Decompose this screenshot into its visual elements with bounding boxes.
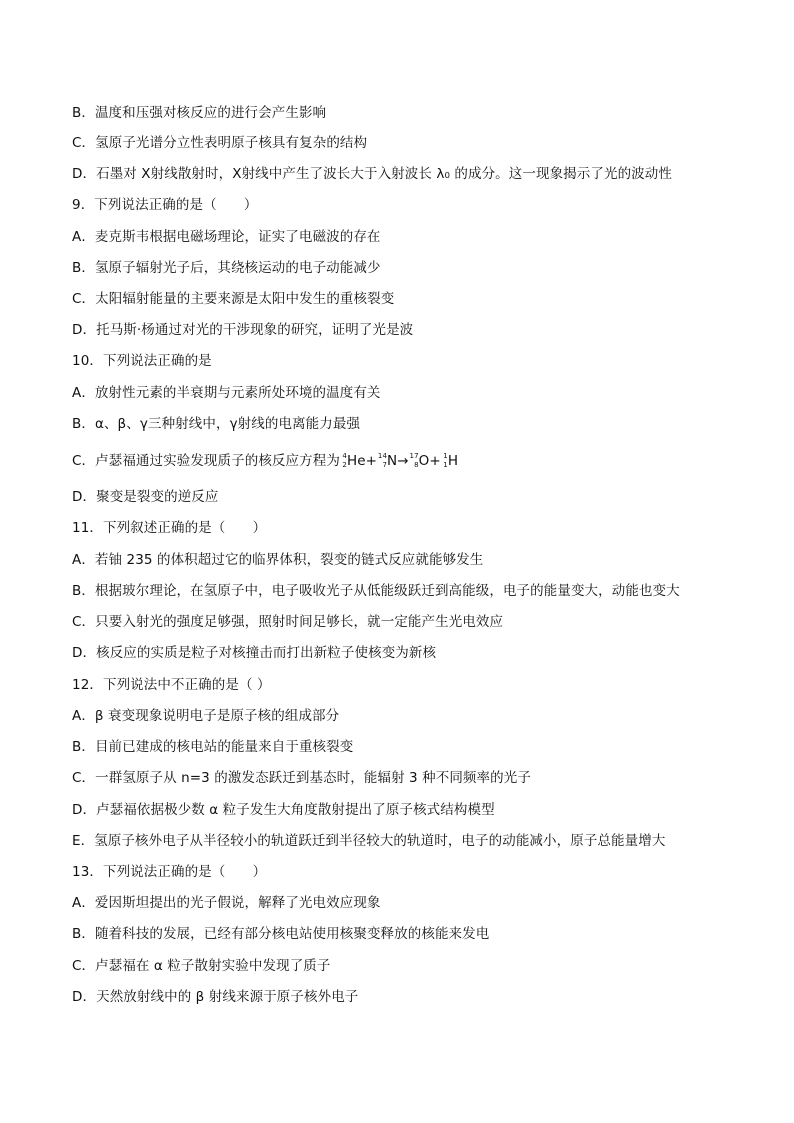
option-line: B．温度和压强对核反应的进行会产生影响 [72,105,327,121]
question-stem: 10．下列说法正确的是 [72,353,212,369]
option-line: C．太阳辐射能量的主要来源是太阳中发生的重核裂变 [72,291,395,307]
option-line: B．目前已建成的核电站的能量来自于重核裂变 [72,739,354,755]
plus-sign: + [429,453,441,469]
question-stem: 11．下列叙述正确的是（ ） [72,520,267,536]
nuclide-symbol: N [387,453,398,469]
option-line: A．爱因斯坦提出的光子假说，解释了光电效应现象 [72,895,381,911]
nuclide-index: 17 8 [409,452,419,469]
option-line: B．根据玻尔理论，在氢原子中，电子吸收光子从低能级跃迁到高能级，电子的能量变大，动能也变大 [72,583,680,599]
option-text: C．卢瑟福通过实验发现质子的核反应方程为 [72,453,340,469]
option-line: B．α、β、γ三种射线中，γ射线的电离能力最强 [72,416,361,432]
question-stem: 12．下列说法中不正确的是（ ） [72,677,271,693]
option-line: D．卢瑟福依据极少数 α 粒子发生大角度散射提出了原子核式结构模型 [72,802,495,818]
option-line: A．若铀 235 的体积超过它的临界体积，裂变的链式反应就能够发生 [72,552,484,568]
option-line: B．氢原子辐射光子后，其绕核运动的电子动能减少 [72,260,381,276]
option-line: B．随着科技的发展，已经有部分核电站使用核聚变释放的核能来发电 [72,926,490,942]
option-line: A．β 衰变现象说明电子是原子核的组成部分 [72,708,340,724]
option-line: D．天然放射线中的 β 射线来源于原子核外电子 [72,989,359,1005]
option-line: A．麦克斯韦根据电磁场理论，证实了电磁波的存在 [72,229,381,245]
question-stem: 13．下列说法正确的是（ ） [72,864,267,880]
option-line: D．聚变是裂变的逆反应 [72,489,219,505]
option-line: D．托马斯·杨通过对光的干涉现象的研究，证明了光是波 [72,322,414,338]
option-line: A．放射性元素的半衰期与元素所处环境的温度有关 [72,385,381,401]
nuclide-index: 4 2 [342,452,347,469]
nuclide-index: 14 7 [377,452,388,469]
option-line: C．卢瑟福在 α 粒子散射实验中发现了质子 [72,958,331,974]
option-line: C．一群氢原子从 n=3 的激发态跃迁到基态时，能辐射 3 种不同频率的光子 [72,770,531,786]
option-line: D．石墨对 X射线散射时，X射线中产生了波长大于入射波长 λ₀ 的成分。这一现象揭示了光的波动性 [72,166,672,182]
option-line: E．氢原子核外电子从半径较小的轨道跃迁到半径较大的轨道时，电子的动能减小，原子总能量增大 [72,833,666,849]
nuclide-symbol: H [447,453,459,469]
option-line: C．氢原子光谱分立性表明原子核具有复杂的结构 [72,135,368,151]
plus-sign: + [365,453,378,469]
nuclide-index: 1 1 [443,452,448,469]
nuclide-symbol: O [418,453,430,469]
question-stem: 9．下列说法正确的是（ ） [72,197,258,213]
option-line: C．只要入射光的强度足够强，照射时间足够长，就一定能产生光电效应 [72,614,504,630]
nuclide-symbol: He [346,453,366,469]
reaction-arrow: → [397,453,409,469]
option-line-with-equation [72,452,458,470]
option-line: D．核反应的实质是粒子对核撞击而打出新粒子使核变为新核 [72,645,437,661]
